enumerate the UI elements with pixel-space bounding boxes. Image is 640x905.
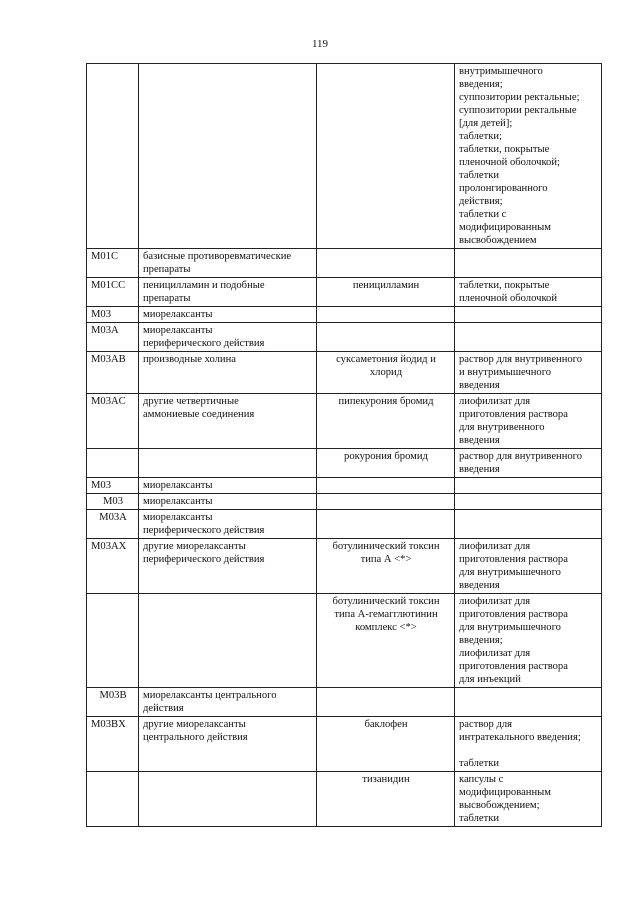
table-row xyxy=(87,594,602,688)
table-row xyxy=(87,688,602,717)
group-name-cell xyxy=(139,772,317,827)
atc-code-cell: M03AB xyxy=(87,352,139,394)
table-row xyxy=(87,772,602,827)
table-row xyxy=(87,449,602,478)
dosage-form-cell xyxy=(455,249,602,278)
atc-code-cell: M03 xyxy=(87,478,139,494)
dosage-form-cell xyxy=(455,323,602,352)
drug-name-cell: рокурония бромид xyxy=(317,449,455,478)
atc-code-cell: M03B xyxy=(87,688,139,717)
dosage-form-cell: таблетки, покрытые пленочной оболочкой xyxy=(455,278,602,307)
dosage-form-cell: лиофилизат для приготовления раствора для внутривенного введения xyxy=(455,394,602,449)
group-name-cell xyxy=(139,64,317,249)
atc-code-cell xyxy=(87,594,139,688)
drug-name-cell: пипекурония бромид xyxy=(317,394,455,449)
group-name-cell: другие миорелаксанты центрального действия xyxy=(139,717,317,772)
dosage-form-cell xyxy=(455,510,602,539)
drug-name-cell xyxy=(317,688,455,717)
drug-name-cell xyxy=(317,323,455,352)
group-name-cell: другие миорелаксанты периферического действия xyxy=(139,539,317,594)
table-row xyxy=(87,307,602,323)
group-name-cell: миорелаксанты xyxy=(139,494,317,510)
dosage-form-cell: раствор для интратекального введения; таблетки xyxy=(455,717,602,772)
drug-name-cell: тизанидин xyxy=(317,772,455,827)
atc-code-cell: M01C xyxy=(87,249,139,278)
group-name-cell xyxy=(139,594,317,688)
group-name-cell xyxy=(139,449,317,478)
table-row xyxy=(87,352,602,394)
table-row xyxy=(87,478,602,494)
group-name-cell: миорелаксанты xyxy=(139,478,317,494)
dosage-form-cell: лиофилизат для приготовления раствора для внутримышечного введения; лиофилизат для приготовления раствора для инъекций xyxy=(455,594,602,688)
group-name-cell: производные холина xyxy=(139,352,317,394)
atc-code-cell: M03 xyxy=(87,307,139,323)
drug-table xyxy=(86,63,602,827)
atc-code-cell: M03A xyxy=(87,323,139,352)
page-number: 119 xyxy=(311,38,329,50)
atc-code-cell: M03AX xyxy=(87,539,139,594)
table-row xyxy=(87,323,602,352)
group-name-cell: миорелаксанты периферического действия xyxy=(139,323,317,352)
atc-code-cell: M03A xyxy=(87,510,139,539)
drug-name-cell xyxy=(317,478,455,494)
atc-code-cell: M03 xyxy=(87,494,139,510)
group-name-cell: другие четвертичные аммониевые соединения xyxy=(139,394,317,449)
drug-name-cell xyxy=(317,249,455,278)
table-row xyxy=(87,394,602,449)
dosage-form-cell xyxy=(455,307,602,323)
drug-name-cell xyxy=(317,510,455,539)
drug-name-cell: суксаметония йодид и хлорид xyxy=(317,352,455,394)
dosage-form-cell xyxy=(455,478,602,494)
group-name-cell: базисные противоревматические препараты xyxy=(139,249,317,278)
table-row xyxy=(87,64,602,249)
atc-code-cell: M03BX xyxy=(87,717,139,772)
dosage-form-cell: лиофилизат для приготовления раствора для внутримышечного введения xyxy=(455,539,602,594)
dosage-form-cell xyxy=(455,688,602,717)
dosage-form-cell: капсулы с модифицированным высвобождением; таблетки xyxy=(455,772,602,827)
drug-name-cell: пеницилламин xyxy=(317,278,455,307)
group-name-cell: миорелаксанты периферического действия xyxy=(139,510,317,539)
drug-name-cell xyxy=(317,494,455,510)
atc-code-cell xyxy=(87,64,139,249)
table-row xyxy=(87,278,602,307)
table-row xyxy=(87,510,602,539)
atc-code-cell: M01CC xyxy=(87,278,139,307)
dosage-form-cell: раствор для внутривенного введения xyxy=(455,449,602,478)
drug-name-cell: ботулинический токсин типа А <*> xyxy=(317,539,455,594)
atc-code-cell xyxy=(87,449,139,478)
drug-name-cell xyxy=(317,307,455,323)
atc-code-cell: M03AC xyxy=(87,394,139,449)
group-name-cell: миорелаксанты xyxy=(139,307,317,323)
dosage-form-cell: внутримышечного введения; суппозитории ректальные; суппозитории ректальные [для детей]; таблетки; таблетки, покрытые пленочной оболочкой; таблетки пролонгированного действия; таблетки с модифицированным высвобождением xyxy=(455,64,602,249)
table-body xyxy=(87,64,602,827)
dosage-form-cell xyxy=(455,494,602,510)
table-row xyxy=(87,717,602,772)
drug-name-cell xyxy=(317,64,455,249)
table-row xyxy=(87,249,602,278)
table-row xyxy=(87,494,602,510)
group-name-cell: пеницилламин и подобные препараты xyxy=(139,278,317,307)
drug-name-cell: баклофен xyxy=(317,717,455,772)
drug-name-cell: ботулинический токсин типа А-гемагглютинин комплекс <*> xyxy=(317,594,455,688)
atc-code-cell xyxy=(87,772,139,827)
group-name-cell: миорелаксанты центрального действия xyxy=(139,688,317,717)
table-row xyxy=(87,539,602,594)
dosage-form-cell: раствор для внутривенного и внутримышечного введения xyxy=(455,352,602,394)
